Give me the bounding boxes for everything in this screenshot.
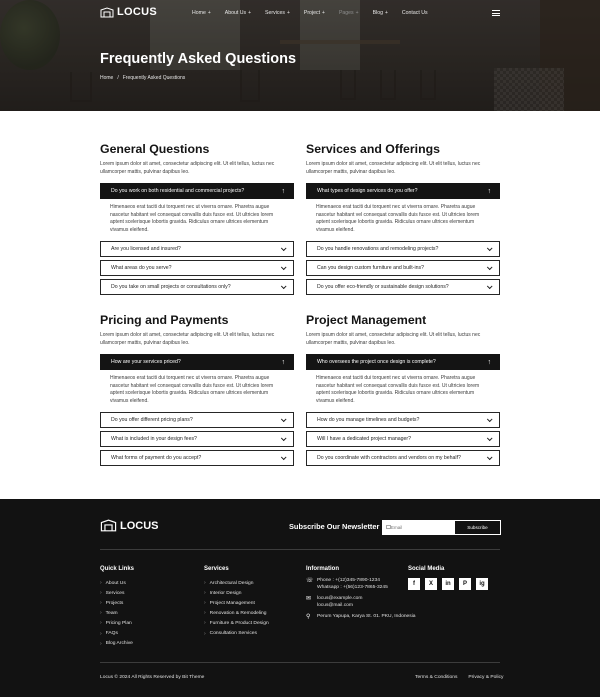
logo-icon	[100, 7, 114, 18]
faq-question[interactable]	[100, 260, 294, 276]
footer-link[interactable]: › FAQs	[100, 628, 134, 638]
chevron-down-icon	[487, 435, 493, 441]
footer-services	[204, 566, 269, 639]
question-label: Do you work on both residential and commercial projects?	[111, 188, 245, 194]
nav-item-about[interactable]	[225, 10, 251, 16]
question-label: What forms of payment do you accept?	[111, 455, 202, 461]
faq-question[interactable]	[306, 279, 500, 295]
faq-answer: Himenaeos erat taciti dui torquent nec ut viverra ornare. Pharetra augue nascetur habitant vel consequat convallis duis fusce est. Ut ultricies lorem aptent scelerisque lobortis gravida. Ridiculus ornare ultrices elementum vivamus eleifend.	[110, 375, 274, 404]
breadcrumb-current: Frequently Asked Questions	[122, 75, 186, 81]
plus-icon: +	[286, 10, 290, 16]
whatsapp-text[interactable]: Whatsapp : +(56)123-7865-3245	[317, 584, 388, 590]
question-label: Do you offer eco-friendly or sustainable design solutions?	[317, 284, 449, 290]
arrow-up-icon: ↑	[281, 358, 285, 366]
chevron-down-icon	[487, 454, 493, 460]
footer-heading: Services	[204, 566, 229, 572]
footer-link[interactable]: › Project Management	[204, 598, 269, 608]
mail-icon	[386, 525, 391, 529]
hamburger-icon[interactable]	[492, 10, 500, 16]
chevron-down-icon	[281, 245, 287, 251]
question-label: How do you manage timelines and budgets?	[317, 417, 420, 423]
instagram-icon[interactable]: ig	[476, 578, 488, 590]
faq-question[interactable]	[306, 431, 500, 447]
brand-name: LOCUS	[120, 519, 159, 532]
faq-question[interactable]	[100, 412, 294, 428]
contact-address	[306, 614, 426, 621]
nav-item-contact[interactable]	[402, 10, 428, 16]
footer-quick-links	[100, 566, 134, 649]
faq-question[interactable]	[306, 260, 500, 276]
nav-links	[192, 10, 442, 16]
footer-link[interactable]: › Renovation & Remodeling	[204, 608, 269, 618]
legal-links	[415, 675, 503, 680]
page-title: Frequently Asked Questions	[100, 51, 297, 67]
phone-icon: ☏	[306, 578, 314, 584]
faq-question[interactable]	[100, 431, 294, 447]
nav-label: Blog	[372, 10, 383, 16]
plus-icon: +	[355, 10, 359, 16]
question-label: What areas do you serve?	[111, 265, 172, 271]
question-label: Do you offer different pricing plans?	[111, 417, 193, 423]
contact-email	[306, 596, 426, 609]
terms-link[interactable]: Terms & Conditions	[415, 675, 458, 680]
nav-label: Home	[192, 10, 206, 16]
footer-logo[interactable]	[100, 519, 159, 532]
footer-link[interactable]: › Consultation Services	[204, 628, 269, 638]
footer-heading: Information	[306, 566, 339, 572]
question-label: Are you licensed and insured?	[111, 246, 181, 252]
nav-item-pages[interactable]	[339, 10, 359, 16]
nav-label: Pages	[338, 10, 354, 16]
footer-link[interactable]: › Interior Design	[204, 588, 269, 598]
email-text[interactable]: locus@mail.com	[317, 602, 353, 608]
email-text[interactable]: locus@example.com	[317, 596, 363, 601]
question-label: Will I have a dedicated project manager?	[317, 436, 412, 442]
footer-heading: Social Media	[408, 566, 445, 572]
faq-question[interactable]	[100, 450, 294, 466]
section-title: Services and Offerings	[306, 142, 440, 156]
nav-item-project[interactable]	[304, 10, 325, 16]
faq-section-pricing	[100, 313, 294, 466]
breadcrumb-separator: /	[117, 75, 119, 81]
question-label: What is included in your design fees?	[111, 436, 197, 442]
faq-question-open[interactable]	[100, 183, 294, 199]
chevron-down-icon	[487, 416, 493, 422]
breadcrumb	[100, 75, 185, 81]
footer-link[interactable]: › Blog Archive	[100, 639, 134, 649]
section-title: Pricing and Payments	[100, 313, 229, 327]
footer-link[interactable]: › Pricing Plan	[100, 618, 134, 628]
plus-icon: +	[322, 10, 325, 16]
footer-divider	[100, 549, 500, 550]
pinterest-icon[interactable]: P	[459, 578, 471, 590]
faq-answer: Himenaeos erat taciti dui torquent nec ut viverra ornare. Pharetra augue nascetur habitant vel consequat convallis duis fusce est. Ut ultricies lorem aptent scelerisque lobortis gravida. Ridiculus ornare ultrices elementum vivamus eleifend.	[316, 375, 480, 404]
faq-answer: Himenaeos erat taciti dui torquent nec ut viverra ornare. Pharetra augue nascetur habitant vel consequat convallis duis fusce est. Ut ultricies lorem aptent scelerisque lobortis gravida. Ridiculus ornare ultrices elementum vivamus eleifend.	[110, 204, 274, 233]
email-icon: ✉	[306, 596, 312, 602]
logo-icon	[100, 519, 117, 532]
address-text: Perum Yapupa, Karya St. 01. PKU, Indonesia	[317, 614, 416, 619]
chevron-down-icon	[487, 264, 493, 270]
newsletter-label: Subscribe Our Newsletter	[289, 522, 380, 531]
faq-answer: Himenaeos erat taciti dui torquent nec ut viverra ornare. Pharetra augue nascetur habitant vel consequat convallis duis fusce est. Ut ultricies lorem aptent scelerisque lobortis gravida. Ridiculus ornare ultrices elementum vivamus eleifend.	[316, 204, 480, 233]
faq-question[interactable]	[100, 241, 294, 257]
hero-banner	[0, 0, 600, 111]
section-description: Lorem ipsum dolor sit amet, consectetur adipiscing elit. Ut elit tellus, luctus nec ullamcorper mattis, pulvinar dapibus leo.	[306, 161, 481, 175]
question-label: What types of design services do you offer?	[317, 188, 418, 194]
x-twitter-icon[interactable]: X	[425, 578, 437, 590]
faq-question-open[interactable]	[306, 183, 500, 199]
site-footer	[0, 499, 600, 697]
faq-question-open[interactable]	[306, 354, 500, 370]
footer-link[interactable]: › Services	[100, 588, 134, 598]
plus-icon: +	[384, 10, 388, 16]
copyright-text: Locus © 2024 All Rights Reserved by Bit Theme	[100, 675, 205, 680]
question-label: Can you design custom furniture and built-ins?	[317, 265, 424, 271]
question-label: Do you take on small projects or consultations only?	[111, 284, 231, 290]
footer-link[interactable]: › Projects	[100, 598, 134, 608]
section-title: General Questions	[100, 142, 210, 156]
nav-label: Contact Us	[401, 10, 428, 16]
question-label: How are your services priced?	[111, 359, 181, 365]
breadcrumb-home[interactable]: Home	[100, 75, 114, 81]
footer-divider	[100, 662, 500, 663]
chevron-down-icon	[281, 435, 287, 441]
footer-link[interactable]: › Architectural Design	[204, 578, 269, 588]
top-nav	[0, 0, 600, 26]
faq-question[interactable]	[306, 450, 500, 466]
brand-name: LOCUS	[117, 6, 157, 18]
phone-text[interactable]: Phone : +(12)345-7890-1234	[317, 578, 380, 583]
section-description: Lorem ipsum dolor sit amet, consectetur adipiscing elit. Ut elit tellus, luctus nec ullamcorper mattis, pulvinar dapibus leo.	[100, 332, 275, 346]
brand-logo[interactable]	[100, 6, 157, 18]
footer-social	[408, 566, 488, 590]
faq-question[interactable]	[100, 279, 294, 295]
footer-heading: Quick Links	[100, 566, 135, 572]
nav-label: Services	[265, 10, 285, 16]
chevron-down-icon	[281, 416, 287, 422]
section-description: Lorem ipsum dolor sit amet, consectetur adipiscing elit. Ut elit tellus, luctus nec ullamcorper mattis, pulvinar dapibus leo.	[306, 332, 481, 346]
arrow-up-icon: ↑	[281, 187, 285, 195]
footer-link[interactable]: › Furniture & Product Design	[204, 618, 269, 628]
faq-question[interactable]	[306, 412, 500, 428]
section-title: Project Management	[306, 313, 427, 327]
plus-icon: +	[248, 10, 252, 16]
newsletter-email-input[interactable]	[382, 520, 454, 535]
question-label: Who oversees the project once design is complete?	[317, 359, 436, 365]
nav-item-home[interactable]	[192, 10, 211, 16]
linkedin-icon[interactable]: in	[442, 578, 454, 590]
faq-question[interactable]	[306, 241, 500, 257]
chevron-down-icon	[281, 454, 287, 460]
arrow-up-icon: ↑	[487, 358, 491, 366]
location-pin-icon: ⚲	[306, 614, 311, 620]
privacy-link[interactable]: Privacy & Policy	[468, 675, 504, 680]
section-description: Lorem ipsum dolor sit amet, consectetur adipiscing elit. Ut elit tellus, luctus nec ullamcorper mattis, pulvinar dapibus leo.	[100, 161, 275, 175]
facebook-icon[interactable]: f	[408, 578, 420, 590]
nav-label: Project	[303, 10, 321, 16]
faq-section-services	[306, 142, 500, 295]
chevron-down-icon	[487, 245, 493, 251]
plus-icon: +	[207, 10, 211, 16]
subscribe-button[interactable]: Subscribe	[454, 520, 501, 535]
faq-section-general	[100, 142, 294, 295]
arrow-up-icon: ↑	[487, 187, 491, 195]
nav-label: About Us	[224, 10, 247, 16]
nav-item-blog[interactable]	[373, 10, 388, 16]
question-label: Do you handle renovations and remodeling projects?	[317, 246, 439, 252]
chevron-down-icon	[281, 264, 287, 270]
faq-question-open[interactable]	[100, 354, 294, 370]
footer-link[interactable]: › About Us	[100, 578, 134, 588]
question-label: Do you coordinate with contractors and vendors on my behalf?	[317, 455, 461, 461]
nav-item-services[interactable]	[265, 10, 290, 16]
chevron-down-icon	[487, 283, 493, 289]
chevron-down-icon	[281, 283, 287, 289]
faq-section-project	[306, 313, 500, 466]
footer-link[interactable]: › Team	[100, 608, 134, 618]
